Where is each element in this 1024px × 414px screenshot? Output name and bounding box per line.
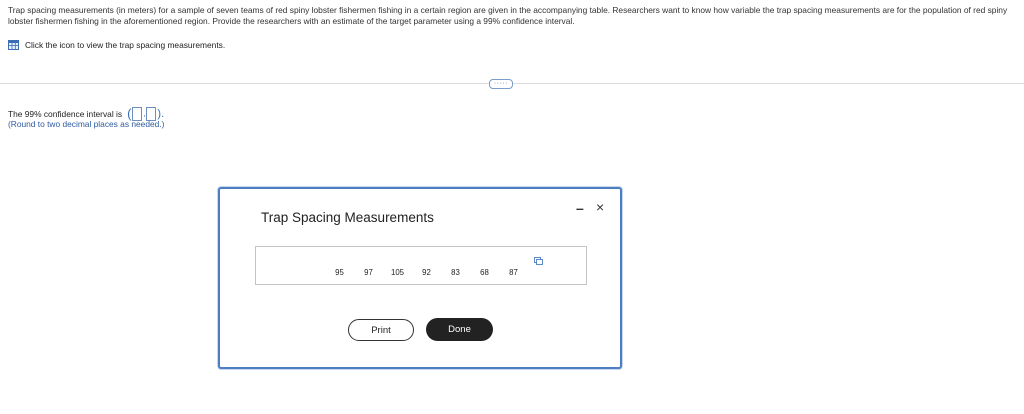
data-value: 95: [335, 268, 344, 277]
done-button[interactable]: Done: [426, 318, 493, 341]
dialog-title: Trap Spacing Measurements: [261, 210, 434, 225]
data-table: [255, 246, 587, 285]
data-values-row: [325, 268, 528, 277]
rounding-hint: (Round to two decimal places as needed.): [8, 119, 165, 129]
question-text: Trap spacing measurements (in meters) for a sample of seven teams of red spiny lobster fishermen fishing in a certain region are given in the accompanying table. Researchers want to know how variable the trap spacing measurements are for the population of red spiny lobster fishermen fishing in the aforementioned region. Provide the researchers with an estimate of the target parameter using a 99% confidence interval.: [8, 5, 1008, 26]
minimize-icon[interactable]: –: [576, 200, 584, 216]
view-data-link[interactable]: [8, 40, 225, 50]
data-value: 83: [451, 268, 460, 277]
expand-more-button[interactable]: ·····: [489, 79, 513, 89]
ci-prompt: The 99% confidence interval is: [8, 108, 123, 119]
print-button[interactable]: Print: [348, 319, 414, 341]
data-value: 87: [509, 268, 518, 277]
copy-icon[interactable]: [534, 257, 543, 265]
data-value: 68: [480, 268, 489, 277]
open-paren: (: [127, 106, 132, 121]
close-paren: ).: [157, 107, 165, 120]
data-value: 97: [364, 268, 373, 277]
data-dialog: [218, 187, 622, 369]
data-value: 105: [390, 268, 404, 277]
interval-separator: ,: [143, 109, 146, 118]
close-icon[interactable]: ×: [596, 199, 605, 215]
data-value: 92: [422, 268, 431, 277]
table-icon[interactable]: [8, 40, 19, 50]
view-data-link-label[interactable]: Click the icon to view the trap spacing measurements.: [25, 40, 226, 50]
